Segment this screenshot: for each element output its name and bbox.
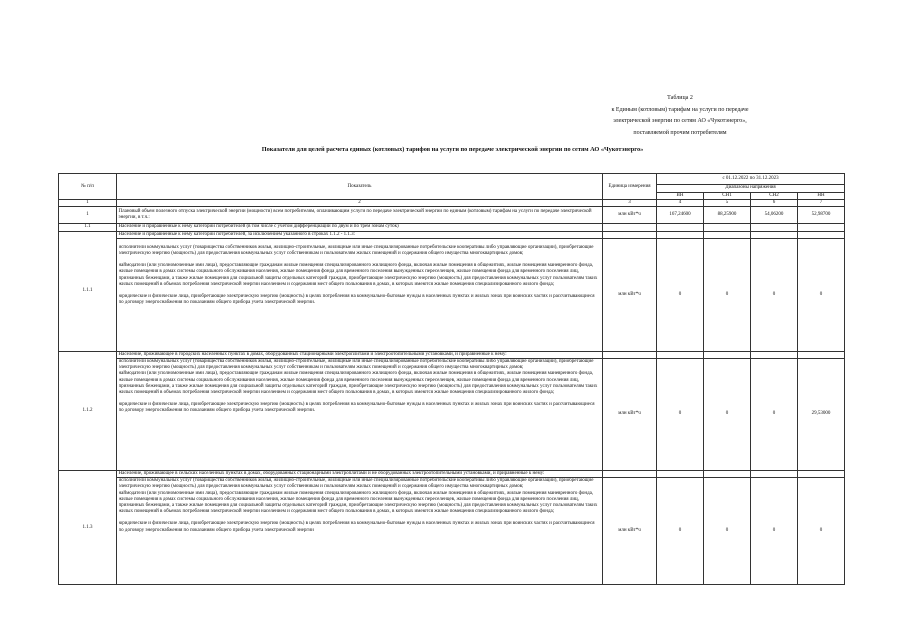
table-row <box>59 224 845 231</box>
row-num: 1.1.3 <box>59 471 117 585</box>
paragraph: исполнители коммунальных услуг (товарищества собственников жилья, жилищно-строительные, жилищные или иные специализированные потребительские кооперативы либо управляющие организации), приобретающие электрическую энергию (мощность) для предоставления коммунальных услуг собственникам и пользователям жилых помещений и содержания общего имущества многоквартирных домов; <box>118 359 594 371</box>
paragraph: юридические и физические лица, приобретающие электрическую энергию (мощность) в целях потребления на коммунально-бытовые нужды в населенных пунктах и жилых зонах при воинских частях и рассчитывающиеся по договору энергоснабжения по показаниям общего прибора учета электрической энергии <box>118 521 595 533</box>
row-text: Население, проживающее в городских населенных пунктах в домах, оборудованных стационарными электроплитами и электроотопительными установками, и приравненные к нему: <box>117 351 603 358</box>
header-ranges: Диапазоны напряжения <box>657 185 845 193</box>
value-nn: 29,53000 <box>798 359 845 471</box>
level-nn: НН <box>798 193 845 200</box>
table-caption <box>550 93 810 139</box>
col-num: 2 <box>117 200 603 207</box>
column-number-row <box>59 200 845 207</box>
value-sn2: 0 <box>751 238 798 351</box>
value-vn: 167,24600 <box>657 207 704 224</box>
paragraph: исполнители коммунальных услуг (товарищества собственников жилья, жилищно-строительные, жилищные или иные специализированные потребительские кооперативы либо управляющие организации), приобретающие электрическую энергию (мощность) для предоставления коммунальных услуг собственникам и пользователям жилых помещений и содержания общего имущества многоквартирных домов; <box>118 244 594 257</box>
document-title: Показатели для целей расчета единых (котловых) тарифов на услуги по передаче электрической энергии по сетям АО «Чукотэнерго» <box>261 146 644 153</box>
row-unit: млн кВт*ч <box>603 207 657 224</box>
caption-line: Таблица 2 <box>667 95 693 101</box>
table-row <box>59 231 845 238</box>
value-vn: 0 <box>657 238 704 351</box>
paragraph: наймодатели (или уполномоченные ими лица), предоставляющие гражданам жилые помещения специализированного жилищного фонда, включая жилые помещения в общежитиях, жилые помещения маневренного фонда, жилые помещения в домах системы социального обслуживания населения, жилые помещения фонда для временного поселения вынужденных переселенцев, жилые помещения фонда для временного поселения лиц, признанных беженцами, а также жилые помещения для социальной защиты отдельных категорий граждан, приобретающие электрическую энергию (мощность) для предоставления коммунальных услуг пользователям таких жилых помещений в объемах потребления электрической энергии населением и содержания мест общего пользования в домах, в которых имеются жилые помещения специализированного жилого фонда; <box>118 371 598 396</box>
paragraph: наймодатели (или уполномоченные ими лица), предоставляющие гражданам жилые помещения специализированного жилищного фонда, включая жилые помещения в общежитиях, жилые помещения маневренного фонда, жилые помещения в домах системы социального обслуживания населения, жилые помещения фонда для временного поселения вынужденных переселенцев, жилые помещения фонда для временного поселения лиц, признанных беженцами, а также жилые помещения для социальной защиты отдельных категорий граждан, приобретающие электрическую энергию (мощность) для предоставления коммунальных услуг пользователям таких жилых помещений в объемах потребления электрической энергии населением и содержания мест общего пользования в домах, в которых имеются жилые помещения специализированного жилого фонда; <box>118 263 598 287</box>
value-vn: 0 <box>657 478 704 585</box>
table-row <box>59 478 845 585</box>
table-row <box>59 238 845 351</box>
col-num: 6 <box>751 200 798 207</box>
row-unit: млн кВт*ч <box>603 359 657 471</box>
value-sn2: 0 <box>751 359 798 471</box>
level-vn: ВН <box>657 193 704 200</box>
row-text <box>117 478 603 585</box>
value-nn: 0 <box>798 238 845 351</box>
col-num: 3 <box>603 200 657 207</box>
value-sn1: 0 <box>704 359 751 471</box>
row-num: 1 <box>59 207 117 224</box>
row-text: Население и приравненные к нему категории потребителей (в том числе с учетом дифференциации по двум и по трем зонам суток) <box>117 224 603 231</box>
row-unit: млн кВт*ч <box>603 478 657 585</box>
row-text: Население и приравненные к нему категории потребителей, за исключением указанного в строках 1.1.2 - 1.1.3: <box>117 231 603 238</box>
indicators-table <box>58 173 845 585</box>
header-num: № п/п <box>59 174 117 200</box>
table-row <box>59 207 845 224</box>
row-text: Плановый объем полезного отпуска электрической энергии (мощности) всем потребителям, оплачивающим услуги по передаче электрической энергии по единым (котловым) тарифам на услуги по передаче электрической энергии, в т.ч.: <box>117 207 603 224</box>
header-unit: Единица измерения <box>603 174 657 200</box>
value-sn1: 0 <box>704 478 751 585</box>
col-num: 4 <box>657 200 704 207</box>
row-text <box>117 359 603 471</box>
paragraph: юридические и физические лица, приобретающие электрическую энергию (мощность) в целях потребления на коммунально-бытовые нужды в населенных пунктах и жилых зонах при воинских частях и рассчитывающиеся по договору энергоснабжения по показаниям общего прибора учета электрической энергии. <box>118 294 595 306</box>
header-indicator: Показатель <box>117 174 603 200</box>
level-sn1: СН1 <box>704 193 751 200</box>
row-text <box>117 238 603 351</box>
col-num: 1 <box>59 200 117 207</box>
row-num: 1.1.1 <box>59 231 117 351</box>
paragraph: юридические и физические лица, приобретающие электрическую энергию (мощность) в целях потребления на коммунально-бытовые нужды в населенных пунктах и жилых зонах при воинских частях и рассчитывающиеся по договору энергоснабжения по показаниям общего прибора учета электрической энергии. <box>118 402 595 414</box>
row-num: 1.1 <box>59 224 117 231</box>
paragraph: наймодатели (или уполномоченные ими лица), предоставляющие гражданам жилые помещения специализированного жилищного фонда, включая жилые помещения в общежитиях, жилые помещения маневренного фонда, жилые помещения в домах системы социального обслуживания населения, жилые помещения фонда для временного поселения вынужденных переселенцев, жилые помещения фонда для временного поселения лиц, признанных беженцами, а также жилые помещения для социальной защиты отдельных категорий граждан, приобретающие электрическую энергию (мощность) для предоставления коммунальных услуг пользователям таких жилых помещений в объемах потребления электрической энергии населением и содержания мест общего пользования в домах, в которых имеются жилые помещения специализированного жилого фонда; <box>118 490 598 515</box>
value-vn: 0 <box>657 359 704 471</box>
caption-line: электрической энергии по сетям АО «Чукотэнерго», <box>613 118 747 124</box>
value-nn: 52,98700 <box>798 207 845 224</box>
value-sn2: 54,06200 <box>751 207 798 224</box>
header-row <box>59 174 845 185</box>
row-text: Население, проживающее в сельских населенных пунктах в домах, оборудованных стационарными электроплитами и не оборудованных электроотопительными установками, и приравненные к нему: <box>117 471 603 478</box>
caption-line: поставляемой прочим потребителям <box>633 129 727 136</box>
value-sn1: 0 <box>704 238 751 351</box>
col-num: 5 <box>704 200 751 207</box>
row-num: 1.1.2 <box>59 351 117 470</box>
value-sn1: 88,25900 <box>704 207 751 224</box>
table-row <box>59 351 845 358</box>
level-sn2: СН2 <box>751 193 798 200</box>
row-unit: млн кВт*ч <box>603 238 657 351</box>
value-nn: 0 <box>798 478 845 585</box>
table-row <box>59 471 845 478</box>
header-period: с 01.12.2022 по 31.12.2023 <box>657 174 845 185</box>
table-row <box>59 359 845 471</box>
col-num: 7 <box>798 200 845 207</box>
caption-line: к Единым (котловым) тарифам на услуги по передаче <box>611 106 749 113</box>
value-sn2: 0 <box>751 478 798 585</box>
paragraph: исполнители коммунальных услуг (товарищества собственников жилья, жилищно-строительные, жилищные или иные специализированные потребительские кооперативы либо управляющие организации), приобретающие электрическую энергию (мощность) для предоставления коммунальных услуг собственникам и пользователям жилых помещений и содержания общего имущества многоквартирных домов; <box>118 478 594 490</box>
